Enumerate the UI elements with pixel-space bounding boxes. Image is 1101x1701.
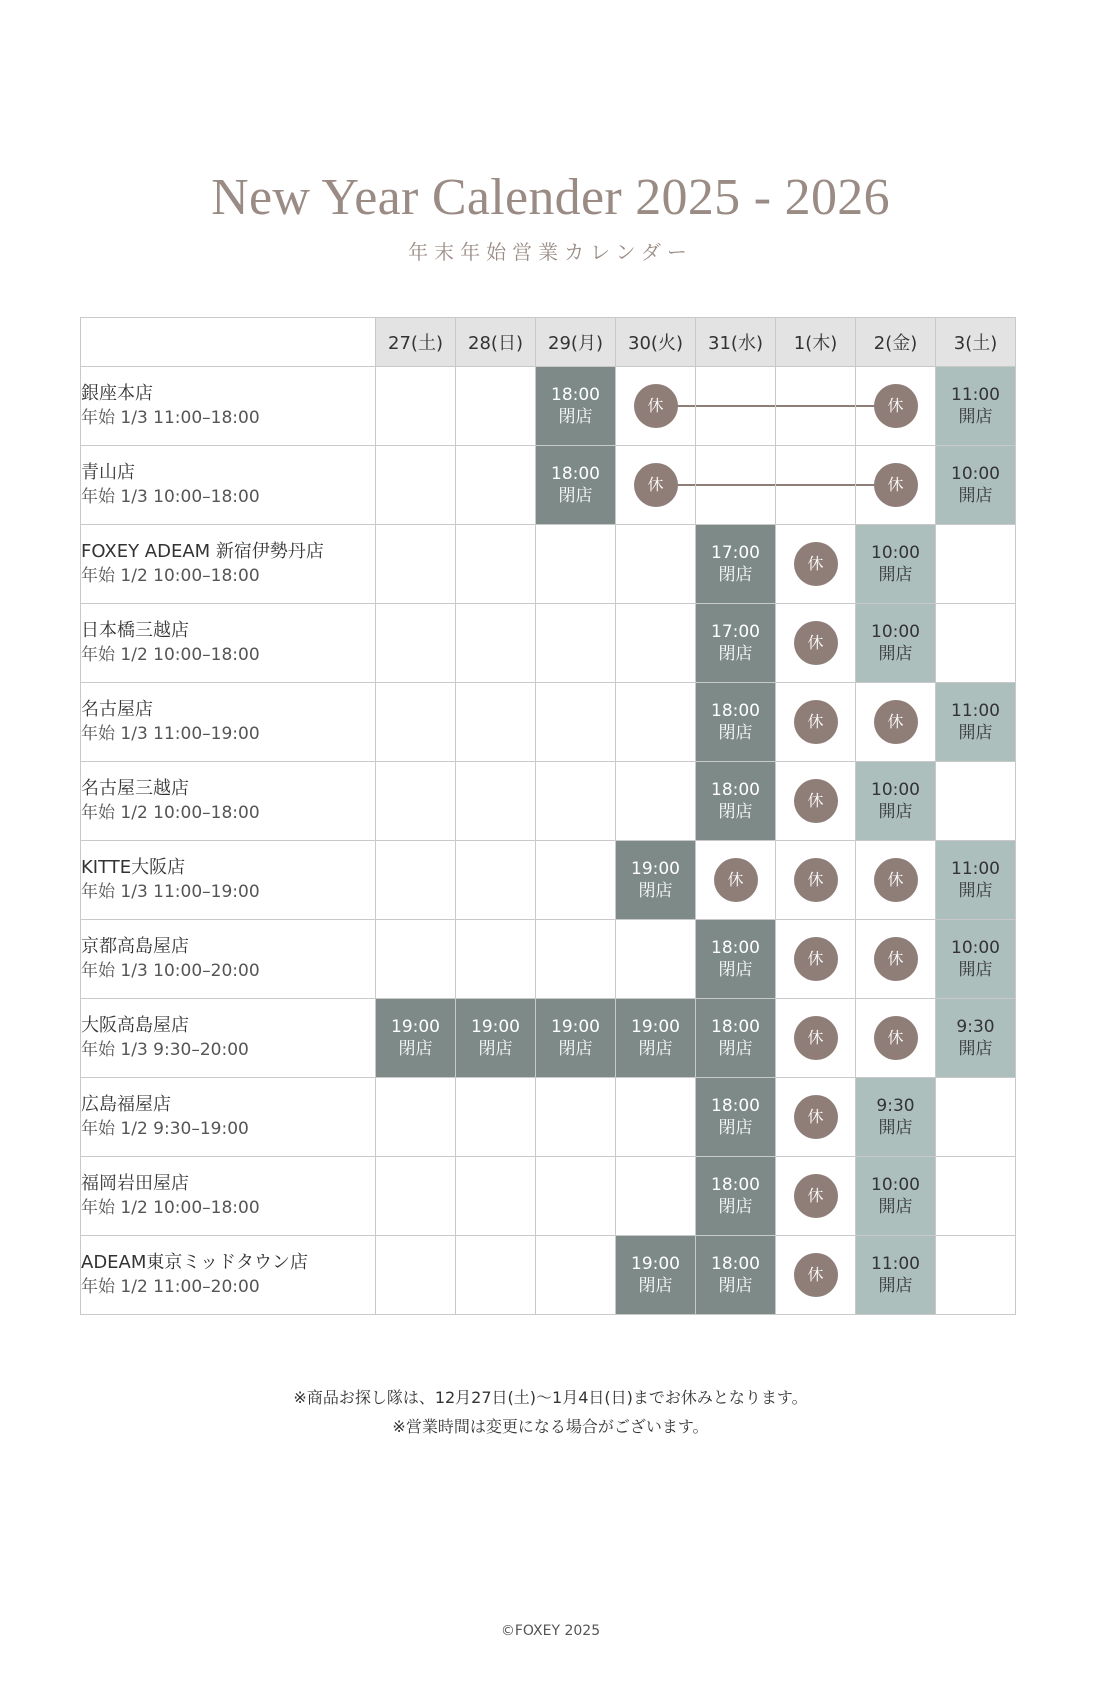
closing-label: 閉店 bbox=[718, 1118, 753, 1138]
holiday-cell bbox=[856, 920, 936, 999]
holiday-badge: 休 bbox=[714, 858, 758, 902]
empty-cell bbox=[536, 683, 616, 762]
store-hours: 年始 1/3 9:30–20:00 bbox=[81, 1040, 249, 1060]
holiday-badge: 休 bbox=[874, 858, 918, 902]
holiday-badge: 休 bbox=[874, 1016, 918, 1060]
empty-cell bbox=[616, 1157, 696, 1236]
closing-time-cell bbox=[376, 999, 456, 1078]
closing-time-cell bbox=[696, 762, 776, 841]
empty-cell bbox=[616, 525, 696, 604]
holiday-badge: 休 bbox=[794, 1174, 838, 1218]
day-header: 2(金) bbox=[856, 318, 936, 367]
holiday-cell bbox=[776, 604, 856, 683]
store-cell bbox=[81, 762, 376, 841]
empty-cell bbox=[616, 1078, 696, 1157]
store-row bbox=[81, 525, 1016, 604]
closing-time: 18:00 bbox=[711, 1017, 760, 1037]
holiday-badge: 休 bbox=[794, 937, 838, 981]
holiday-cell bbox=[776, 1157, 856, 1236]
closing-label: 閉店 bbox=[638, 1276, 673, 1296]
store-cell bbox=[81, 920, 376, 999]
holiday-badge: 休 bbox=[874, 463, 918, 507]
closing-time: 19:00 bbox=[471, 1017, 520, 1037]
holiday-badge: 休 bbox=[794, 621, 838, 665]
closing-label: 閉店 bbox=[718, 644, 753, 664]
store-row bbox=[81, 841, 1016, 920]
closing-time: 19:00 bbox=[391, 1017, 440, 1037]
day-header: 30(火) bbox=[616, 318, 696, 367]
holiday-span-line bbox=[776, 484, 855, 486]
empty-cell bbox=[456, 762, 536, 841]
closing-label: 閉店 bbox=[638, 1039, 673, 1059]
store-hours: 年始 1/2 10:00–18:00 bbox=[81, 1198, 260, 1218]
note-text: ※営業時間は変更になる場合がございます。 bbox=[392, 1417, 709, 1436]
empty-cell bbox=[936, 1157, 1016, 1236]
empty-cell bbox=[536, 920, 616, 999]
header-row bbox=[81, 318, 1016, 367]
holiday-badge: 休 bbox=[794, 542, 838, 586]
holiday-badge: 休 bbox=[794, 1095, 838, 1139]
store-hours: 年始 1/2 10:00–18:00 bbox=[81, 645, 260, 665]
empty-cell bbox=[376, 683, 456, 762]
store-name: 広島福屋店 bbox=[81, 1094, 171, 1115]
opening-label: 開店 bbox=[878, 1276, 913, 1296]
empty-cell bbox=[536, 1078, 616, 1157]
store-row bbox=[81, 920, 1016, 999]
closing-time-cell bbox=[536, 999, 616, 1078]
closing-label: 閉店 bbox=[718, 1276, 753, 1296]
opening-label: 開店 bbox=[958, 407, 993, 427]
store-row bbox=[81, 367, 1016, 446]
empty-cell bbox=[536, 841, 616, 920]
empty-cell bbox=[456, 446, 536, 525]
empty-cell bbox=[536, 1236, 616, 1315]
closing-time: 19:00 bbox=[631, 1017, 680, 1037]
calendar-body bbox=[81, 367, 1016, 1315]
day-header: 28(日) bbox=[456, 318, 536, 367]
store-name: 銀座本店 bbox=[81, 383, 153, 404]
store-cell bbox=[81, 1157, 376, 1236]
store-cell bbox=[81, 367, 376, 446]
copyright: ©FOXEY 2025 bbox=[500, 1623, 601, 1639]
closing-label: 閉店 bbox=[718, 960, 753, 980]
empty-cell bbox=[376, 446, 456, 525]
opening-time: 10:00 bbox=[951, 938, 1000, 958]
store-row bbox=[81, 446, 1016, 525]
opening-time-cell bbox=[936, 999, 1016, 1078]
empty-cell bbox=[376, 762, 456, 841]
opening-time: 11:00 bbox=[951, 701, 1000, 721]
closing-time-cell bbox=[536, 367, 616, 446]
opening-time-cell bbox=[856, 525, 936, 604]
opening-label: 開店 bbox=[878, 565, 913, 585]
empty-cell bbox=[376, 1078, 456, 1157]
store-row bbox=[81, 683, 1016, 762]
closing-time-cell bbox=[696, 1078, 776, 1157]
opening-time-cell bbox=[936, 446, 1016, 525]
closing-label: 閉店 bbox=[558, 486, 593, 506]
store-name: 京都高島屋店 bbox=[81, 936, 189, 957]
holiday-cell bbox=[616, 367, 696, 446]
holiday-cell bbox=[776, 525, 856, 604]
closing-time: 18:00 bbox=[551, 464, 600, 484]
holiday-badge: 休 bbox=[794, 1253, 838, 1297]
note-text: ※商品お探し隊は、12月27日(土)〜1月4日(日)までお休みとなります。 bbox=[293, 1388, 808, 1407]
store-name: FOXEY ADEAM 新宿伊勢丹店 bbox=[81, 541, 324, 562]
holiday-badge: 休 bbox=[874, 937, 918, 981]
holiday-cell bbox=[776, 920, 856, 999]
closing-label: 閉店 bbox=[718, 1197, 753, 1217]
opening-label: 開店 bbox=[878, 1118, 913, 1138]
opening-label: 開店 bbox=[958, 960, 993, 980]
holiday-badge: 休 bbox=[874, 700, 918, 744]
closing-time-cell bbox=[696, 920, 776, 999]
opening-time-cell bbox=[856, 1078, 936, 1157]
holiday-cell bbox=[856, 367, 936, 446]
holiday-cell bbox=[696, 841, 776, 920]
opening-label: 開店 bbox=[878, 644, 913, 664]
holiday-span-cell bbox=[696, 367, 776, 446]
holiday-cell bbox=[776, 762, 856, 841]
holiday-span-cell bbox=[696, 446, 776, 525]
store-name: 名古屋三越店 bbox=[81, 778, 189, 799]
closing-time-cell bbox=[616, 1236, 696, 1315]
store-hours: 年始 1/2 10:00–18:00 bbox=[81, 566, 260, 586]
closing-time-cell bbox=[696, 999, 776, 1078]
store-cell bbox=[81, 683, 376, 762]
day-header: 1(木) bbox=[776, 318, 856, 367]
closing-time: 18:00 bbox=[711, 1254, 760, 1274]
day-header: 31(水) bbox=[696, 318, 776, 367]
closing-time-cell bbox=[696, 1236, 776, 1315]
empty-cell bbox=[616, 920, 696, 999]
store-name: 福岡岩田屋店 bbox=[81, 1173, 189, 1194]
holiday-cell bbox=[776, 999, 856, 1078]
opening-label: 開店 bbox=[878, 802, 913, 822]
closing-label: 閉店 bbox=[718, 802, 753, 822]
store-name: 青山店 bbox=[81, 462, 135, 483]
store-hours: 年始 1/3 10:00–18:00 bbox=[81, 487, 260, 507]
empty-cell bbox=[376, 604, 456, 683]
store-cell bbox=[81, 1078, 376, 1157]
holiday-cell bbox=[856, 841, 936, 920]
store-row bbox=[81, 999, 1016, 1078]
holiday-span-line bbox=[696, 405, 775, 407]
empty-cell bbox=[376, 1157, 456, 1236]
closing-time: 18:00 bbox=[711, 1096, 760, 1116]
opening-time-cell bbox=[856, 1236, 936, 1315]
holiday-cell bbox=[856, 683, 936, 762]
store-name: 大阪高島屋店 bbox=[81, 1015, 189, 1036]
closing-label: 閉店 bbox=[558, 407, 593, 427]
closing-time: 19:00 bbox=[631, 1254, 680, 1274]
closing-label: 閉店 bbox=[718, 723, 753, 743]
calendar-table bbox=[80, 317, 1016, 1315]
holiday-cell bbox=[776, 1078, 856, 1157]
closing-label: 閉店 bbox=[638, 881, 673, 901]
opening-time-cell bbox=[856, 604, 936, 683]
opening-time: 10:00 bbox=[871, 622, 920, 642]
store-name: 日本橋三越店 bbox=[81, 620, 189, 641]
opening-label: 開店 bbox=[958, 1039, 993, 1059]
holiday-cell bbox=[776, 841, 856, 920]
opening-time: 10:00 bbox=[951, 464, 1000, 484]
closing-time: 18:00 bbox=[711, 1175, 760, 1195]
closing-time: 18:00 bbox=[711, 780, 760, 800]
store-cell bbox=[81, 604, 376, 683]
store-row bbox=[81, 1236, 1016, 1315]
holiday-cell bbox=[776, 683, 856, 762]
store-row bbox=[81, 762, 1016, 841]
empty-cell bbox=[536, 525, 616, 604]
empty-cell bbox=[376, 841, 456, 920]
empty-cell bbox=[936, 604, 1016, 683]
day-header: 29(月) bbox=[536, 318, 616, 367]
store-hours: 年始 1/2 11:00–20:00 bbox=[81, 1277, 260, 1297]
store-cell bbox=[81, 999, 376, 1078]
closing-time: 18:00 bbox=[711, 701, 760, 721]
store-hours: 年始 1/3 11:00–18:00 bbox=[81, 408, 260, 428]
closing-label: 閉店 bbox=[718, 565, 753, 585]
store-cell bbox=[81, 525, 376, 604]
opening-time: 11:00 bbox=[871, 1254, 920, 1274]
holiday-cell bbox=[856, 446, 936, 525]
store-name: KITTE大阪店 bbox=[81, 857, 186, 878]
store-name: 名古屋店 bbox=[81, 699, 153, 720]
empty-cell bbox=[456, 841, 536, 920]
opening-time: 9:30 bbox=[876, 1096, 915, 1116]
store-hours: 年始 1/2 9:30–19:00 bbox=[81, 1119, 249, 1139]
opening-time: 11:00 bbox=[951, 385, 1000, 405]
store-name: ADEAM東京ミッドタウン店 bbox=[81, 1252, 309, 1273]
empty-cell bbox=[456, 525, 536, 604]
closing-time-cell bbox=[536, 446, 616, 525]
opening-label: 開店 bbox=[958, 486, 993, 506]
empty-cell bbox=[456, 1078, 536, 1157]
store-hours: 年始 1/3 11:00–19:00 bbox=[81, 882, 260, 902]
holiday-cell bbox=[616, 446, 696, 525]
closing-time-cell bbox=[696, 1157, 776, 1236]
closing-label: 閉店 bbox=[558, 1039, 593, 1059]
opening-label: 開店 bbox=[958, 723, 993, 743]
opening-time-cell bbox=[936, 841, 1016, 920]
closing-time-cell bbox=[696, 683, 776, 762]
page-subtitle: 年末年始営業カレンダー bbox=[408, 240, 693, 264]
holiday-badge: 休 bbox=[794, 858, 838, 902]
closing-time: 17:00 bbox=[711, 543, 760, 563]
store-row bbox=[81, 604, 1016, 683]
notes bbox=[0, 1383, 1101, 1441]
holiday-badge: 休 bbox=[794, 1016, 838, 1060]
holiday-badge: 休 bbox=[634, 384, 678, 428]
empty-cell bbox=[456, 604, 536, 683]
empty-cell bbox=[616, 762, 696, 841]
empty-cell bbox=[536, 762, 616, 841]
holiday-badge: 休 bbox=[794, 779, 838, 823]
closing-time-cell bbox=[616, 841, 696, 920]
store-hours: 年始 1/3 10:00–20:00 bbox=[81, 961, 260, 981]
empty-cell bbox=[536, 604, 616, 683]
closing-label: 閉店 bbox=[478, 1039, 513, 1059]
holiday-badge: 休 bbox=[794, 700, 838, 744]
empty-cell bbox=[536, 1157, 616, 1236]
empty-cell bbox=[616, 683, 696, 762]
closing-time: 18:00 bbox=[551, 385, 600, 405]
empty-cell bbox=[936, 762, 1016, 841]
closing-time-cell bbox=[456, 999, 536, 1078]
closing-time-cell bbox=[696, 604, 776, 683]
empty-cell bbox=[616, 604, 696, 683]
holiday-badge: 休 bbox=[634, 463, 678, 507]
holiday-span-cell bbox=[776, 446, 856, 525]
closing-label: 閉店 bbox=[398, 1039, 433, 1059]
opening-label: 開店 bbox=[958, 881, 993, 901]
empty-cell bbox=[376, 367, 456, 446]
opening-time: 10:00 bbox=[871, 780, 920, 800]
opening-time: 11:00 bbox=[951, 859, 1000, 879]
empty-cell bbox=[456, 367, 536, 446]
store-cell bbox=[81, 446, 376, 525]
closing-time-cell bbox=[616, 999, 696, 1078]
closing-time: 19:00 bbox=[631, 859, 680, 879]
opening-time-cell bbox=[936, 367, 1016, 446]
empty-cell bbox=[376, 920, 456, 999]
empty-cell bbox=[456, 683, 536, 762]
holiday-span-cell bbox=[776, 367, 856, 446]
day-header: 27(土) bbox=[376, 318, 456, 367]
holiday-span-line bbox=[696, 484, 775, 486]
opening-time: 10:00 bbox=[871, 1175, 920, 1195]
opening-time-cell bbox=[856, 762, 936, 841]
empty-cell bbox=[456, 1236, 536, 1315]
empty-cell bbox=[456, 920, 536, 999]
store-cell bbox=[81, 1236, 376, 1315]
store-cell bbox=[81, 841, 376, 920]
store-row bbox=[81, 1157, 1016, 1236]
holiday-cell bbox=[856, 999, 936, 1078]
empty-cell bbox=[936, 1078, 1016, 1157]
holiday-badge: 休 bbox=[874, 384, 918, 428]
holiday-cell bbox=[776, 1236, 856, 1315]
header-corner bbox=[81, 318, 376, 367]
store-hours: 年始 1/3 11:00–19:00 bbox=[81, 724, 260, 744]
store-hours: 年始 1/2 10:00–18:00 bbox=[81, 803, 260, 823]
empty-cell bbox=[376, 525, 456, 604]
opening-time-cell bbox=[856, 1157, 936, 1236]
opening-time: 10:00 bbox=[871, 543, 920, 563]
day-header: 3(土) bbox=[936, 318, 1016, 367]
empty-cell bbox=[936, 525, 1016, 604]
opening-time: 9:30 bbox=[956, 1017, 995, 1037]
closing-time: 17:00 bbox=[711, 622, 760, 642]
opening-label: 開店 bbox=[878, 1197, 913, 1217]
page-title: New Year Calender 2025 - 2026 bbox=[211, 169, 890, 226]
closing-label: 閉店 bbox=[718, 1039, 753, 1059]
empty-cell bbox=[456, 1157, 536, 1236]
empty-cell bbox=[376, 1236, 456, 1315]
store-row bbox=[81, 1078, 1016, 1157]
holiday-span-line bbox=[776, 405, 855, 407]
closing-time: 18:00 bbox=[711, 938, 760, 958]
empty-cell bbox=[936, 1236, 1016, 1315]
closing-time-cell bbox=[696, 525, 776, 604]
closing-time: 19:00 bbox=[551, 1017, 600, 1037]
opening-time-cell bbox=[936, 920, 1016, 999]
opening-time-cell bbox=[936, 683, 1016, 762]
